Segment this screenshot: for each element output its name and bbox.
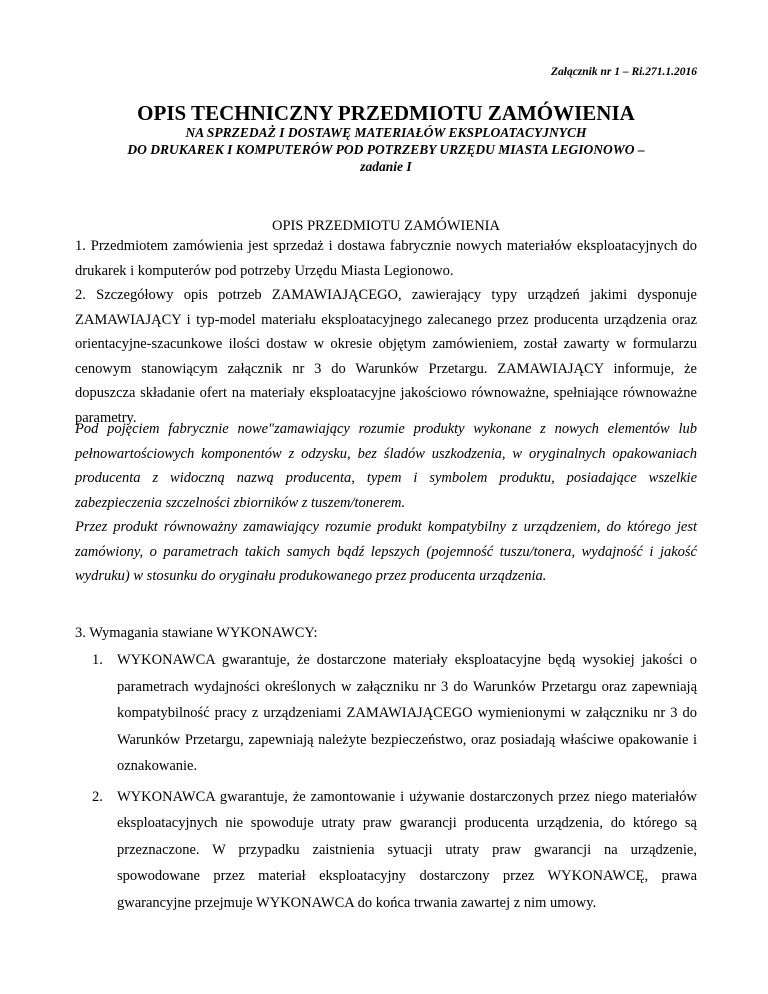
paragraph-1: 1. Przedmiotem zamówienia jest sprzedaż i dostawa fabrycznie nowych materiałów eksploatacyjnych do drukarek i komputerów pod potrzeby Urzędu Miasta Legionowo.	[75, 238, 697, 279]
list-item-text: WYKONAWCA gwarantuje, że dostarczone materiały eksploatacyjne będą wysokiej jakości o parametrach wydajności określonych w załączniku nr 3 do Warunków Przetargu oraz zapewniają kompatybilność pracy z urządzeniami ZAMAWIAJĄCEGO wymienionymi w załączniku nr 3 do Warunków Przetargu, zapewniają należyte bezpieczeństwo, oraz posiadają właściwe opakowanie i oznakowanie.	[117, 652, 697, 774]
section-heading: OPIS PRZEDMIOTU ZAMÓWIENIA	[272, 218, 500, 234]
subtitle-line-3: zadanie I	[360, 159, 412, 174]
document-subtitle	[75, 124, 697, 175]
list-item-number: 1.	[92, 652, 103, 668]
list-item-number: 2.	[92, 788, 103, 805]
paragraph-2: 2. Szczegółowy opis potrzeb ZAMAWIAJĄCEGO, zawierający typy urządzeń jakimi dysponuje ZAMAWIAJĄCY i typ-model materiału eksploatacyjnego zalecanego przez producenta urządzenia oraz orientacyjne-szacunkowe ilości dostaw w okresie objętym zamówieniem, został zawarty w formularzu cenowym stanowiącym załącznik nr 3 do Warunków Przetargu. ZAMAWIAJĄCY informuje, że dopuszcza składanie ofert na materiały eksploatacyjne jakościowo równoważne, spełniające równoważne parametry.	[75, 287, 697, 426]
requirements-heading: 3. Wymagania stawiane WYKONAWCY:	[75, 625, 318, 641]
list-item	[75, 784, 697, 917]
paragraph-new-product-definition: Pod pojęciem fabrycznie nowe"zamawiający rozumie produkty wykonane z nowych elementów lub pełnowartościowych komponentów z odzysku, bez śladów uszkodzenia, w oryginalnych opakowaniach producenta z widoczną nazwą producenta, typem i symbolem produktu, posiadające wszelkie zabezpieczenia szczelności zbiorników z tuszem/tonerem.	[75, 421, 697, 511]
annex-reference: Załącznik nr 1 – Ri.271.1.2016	[550, 66, 697, 78]
list-item-text: WYKONAWCA gwarantuje, że zamontowanie i używanie dostarczonych przez niego materiałów eksploatacyjnych nie spowoduje utraty praw gwarancji producenta urządzenia, do którego są przeznaczone. W przypadku zaistnienia sytuacji utraty praw gwarancji na urządzenie, spowodowane przez materiał eksploatacyjny dostarczony przez WYKONAWCĘ, prawa gwarancyjne przejmuje WYKONAWCA do końca trwania zawartej z nim umowy.	[117, 788, 697, 911]
list-item	[75, 647, 697, 780]
subtitle-line-2: DO DRUKAREK I KOMPUTERÓW POD POTRZEBY URZĘDU MIASTA LEGIONOWO –	[127, 142, 645, 157]
paragraph-equivalent-product-definition: Przez produkt równoważny zamawiający rozumie produkt kompatybilny z urządzeniem, do którego jest zamówiony, o parametrach takich samych bądź lepszych (pojemność tuszu/tonera, wydajność i jakość wydruku) w stosunku do oryginału produkowanego przez producenta urządzenia.	[75, 519, 697, 584]
requirements-list	[75, 647, 697, 916]
subtitle-line-1: NA SPRZEDAŻ I DOSTAWĘ MATERIAŁÓW EKSPLOATACYJNYCH	[185, 125, 587, 140]
document-title: OPIS TECHNICZNY PRZEDMIOTU ZAMÓWIENIA	[137, 101, 635, 125]
